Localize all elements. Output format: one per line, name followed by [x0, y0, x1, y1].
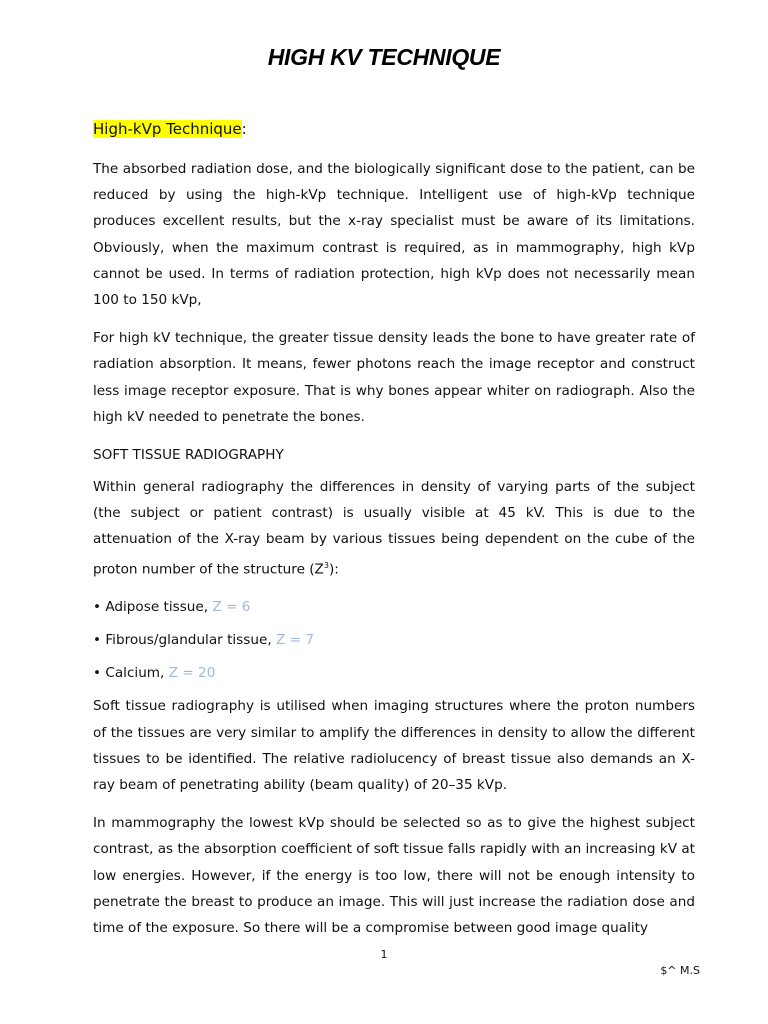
paragraph-3	[93, 474, 695, 582]
page-number: 1	[380, 948, 388, 961]
bullet-fibrous	[93, 627, 695, 653]
bullet-z-value: Z = 6	[212, 599, 251, 616]
bullet-label: • Fibrous/glandular tissue,	[93, 632, 276, 649]
bullet-calcium	[93, 660, 695, 686]
bullet-adipose	[93, 594, 695, 620]
author-initials: $^ M.S	[660, 964, 700, 977]
subheading-soft-tissue: SOFT TISSUE RADIOGRAPHY	[93, 447, 284, 464]
superscript-3: 3	[323, 560, 329, 570]
paragraph-1: The absorbed radiation dose, and the biologically significant dose to the patient, can be reduced by using the high-kVp technique. Intelligent use of high-kVp technique produces excellent results, but the x-ray specialist must be aware of its limitations. Obviously, when the maximum contrast is required, as in mammography, high kVp cannot be used. In terms of radiation protection, high kVp does not necessarily mean 100 to 150 kVp,	[93, 161, 695, 309]
bullet-z-value: Z = 7	[275, 632, 314, 649]
section-heading	[93, 116, 695, 142]
document-title: HIGH KV TECHNIQUE	[267, 44, 501, 70]
document-body	[93, 116, 695, 953]
paragraph-3-text: Within general radiography the differences in density of varying parts of the subject (the subject or patient contrast) is usually visible at 45 kV. This is due to the attenuation of the X-ray beam by various tissues being dependent on the cube of the proton number of the structure (Z	[93, 479, 695, 578]
heading-colon: :	[241, 120, 247, 138]
bullet-label: • Adipose tissue,	[93, 599, 213, 616]
highlighted-heading-text: High-kVp Technique	[93, 120, 242, 138]
paragraph-4: Soft tissue radiography is utilised when imaging structures where the proton numbers of the tissues are very similar to amplify the differences in density to allow the different tissues to be identified. The relative radiolucency of breast tissue also demands an X-ray beam of penetrating ability (beam quality) of 20–35 kVp.	[93, 698, 695, 793]
bullet-z-value: Z = 20	[168, 665, 216, 682]
paragraph-2: For high kV technique, the greater tissue density leads the bone to have greater rate of radiation absorption. It means, fewer photons reach the image receptor and construct less image receptor exposure. That is why bones appear whiter on radiograph. Also the high kV needed to penetrate the bones.	[93, 330, 695, 425]
paragraph-5: In mammography the lowest kVp should be selected so as to give the highest subject contrast, as the absorption coefficient of soft tissue falls rapidly with an increasing kV at low energies. However, if the energy is too low, there will not be enough intensity to penetrate the breast to produce an image. This will just increase the radiation dose and time of the exposure. So there will be a compromise between good image quality	[93, 815, 695, 936]
paragraph-3-end: ):	[328, 561, 339, 578]
bullet-label: • Calcium,	[93, 665, 169, 682]
